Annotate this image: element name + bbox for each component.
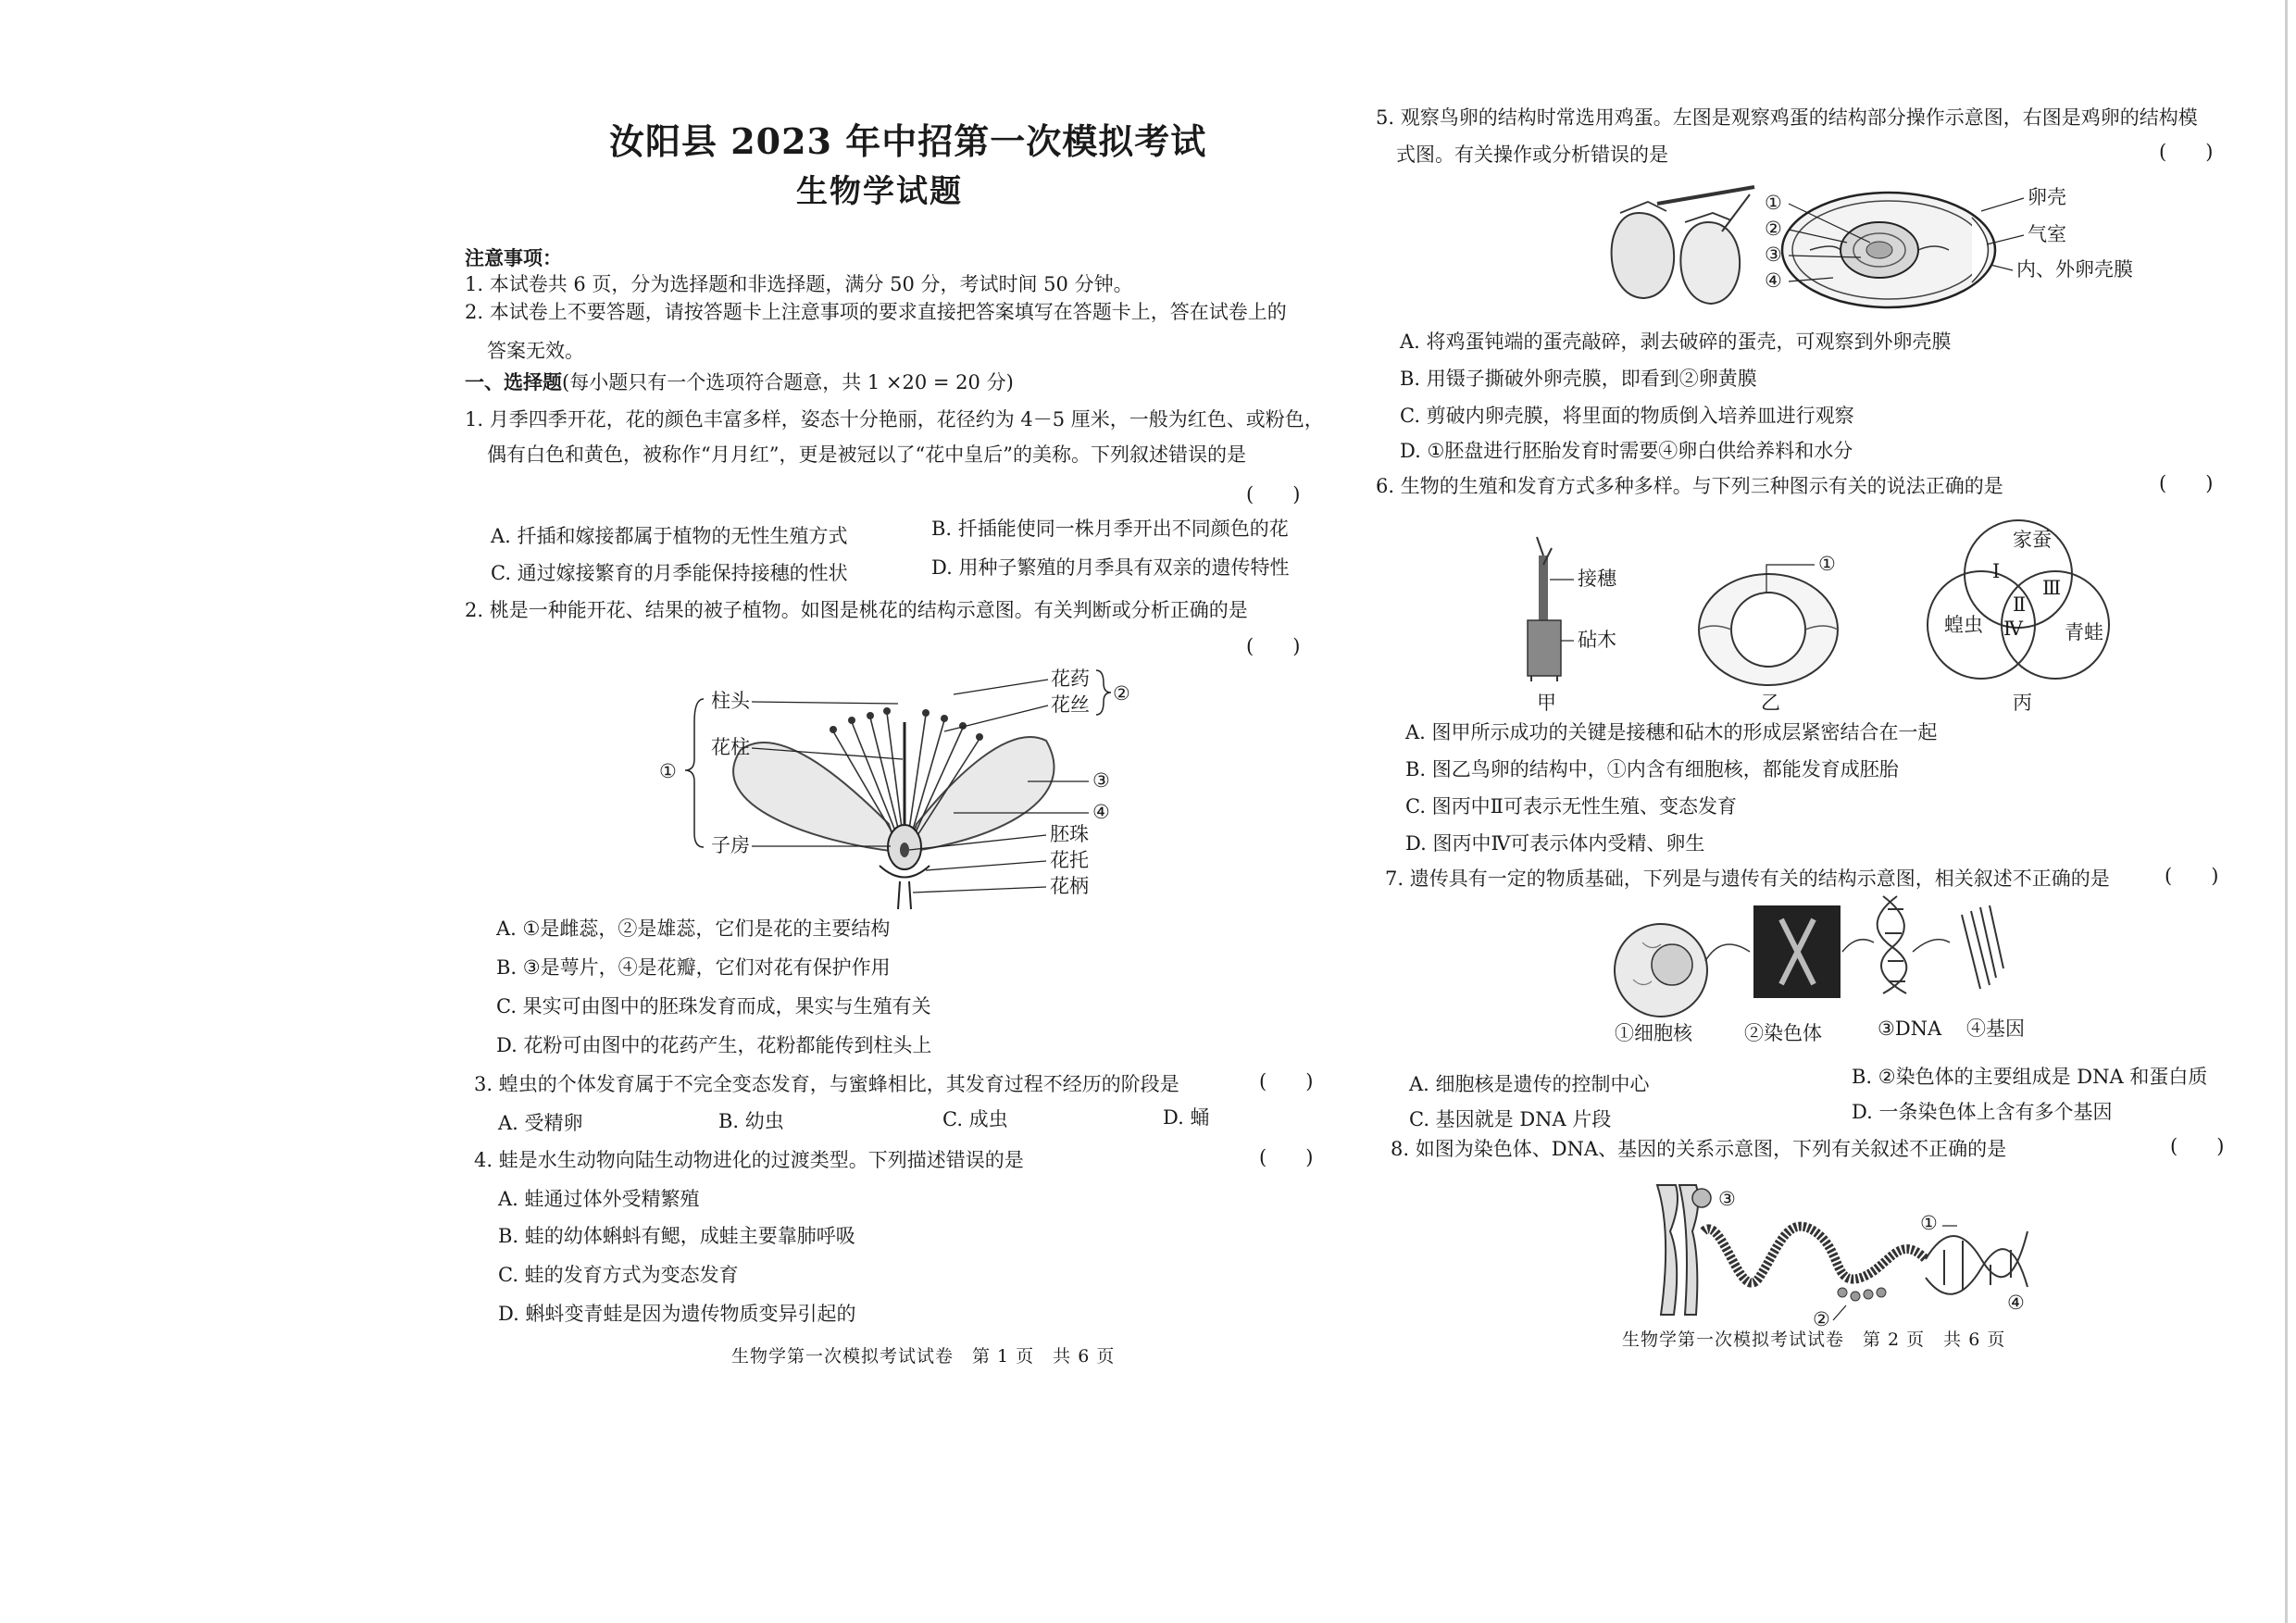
heredity-label-gene: ④基因	[1966, 1017, 2025, 1040]
q7-stem: 7. 遗传具有一定的物质基础，下列是与遗传有关的结构示意图，相关叙述不正确的是	[1385, 868, 2110, 890]
coiled-dna	[1703, 1227, 1926, 1283]
notice-item-1: 1. 本试卷共 6 页，分为选择题和非选择题，满分 50 分，考试时间 50 分钟。	[465, 273, 1133, 295]
q4-option-a: A. 蛙通过体外受精繁殖	[498, 1188, 700, 1210]
q4-answer-paren: ( )	[1259, 1146, 1314, 1168]
egg-label-4: ④	[1765, 269, 1782, 292]
q4-option-c: C. 蛙的发育方式为变态发育	[498, 1264, 739, 1286]
flower-petal-right	[907, 737, 1054, 852]
q2-option-c: C. 果实可由图中的胚珠发育而成，果实与生殖有关	[496, 995, 931, 1017]
grafting-figure	[1528, 537, 1617, 714]
graft-caption: 甲	[1537, 692, 1556, 714]
gene-figure	[1962, 905, 2003, 989]
q7-answer-paren: ( )	[2165, 865, 2219, 887]
q7-option-a: A. 细胞核是遗传的控制中心	[1409, 1073, 1650, 1095]
q5-option-a: A. 将鸡蛋钝端的蛋壳敲碎，剥去破碎的蛋壳，可观察到外卵壳膜	[1400, 331, 1952, 353]
egg-label-membrane: 内、外卵壳膜	[2016, 258, 2133, 281]
section-note: (每小题只有一个选项符合题意，共 1 ×20 = 20 分)	[562, 371, 1014, 393]
q4-stem: 4. 蛙是水生动物向陆生动物进化的过渡类型。下列描述错误的是	[474, 1149, 1024, 1171]
q6-stem: 6. 生物的生殖和发育方式多种多样。与下列三种图示有关的说法正确的是	[1376, 475, 2003, 497]
q3-option-b: B. 幼虫	[718, 1110, 784, 1132]
label-filament: 花丝	[1051, 693, 1090, 716]
q5-stem-line1: 5. 观察鸟卵的结构时常选用鸡蛋。左图是观察鸡蛋的结构部分操作示意图，右图是鸡卵的结构模	[1376, 106, 2198, 129]
q1-stem-line2: 偶有白色和黄色，被称作“月月红”，更是被冠以了“花中皇后”的美称。下列叙述错误的是	[487, 443, 1246, 466]
notice-item-2: 2. 本试卷上不要答题，请按答题卡上注意事项的要求直接把答案填写在答题卡上，答在试卷上的	[465, 301, 1287, 323]
dna-figure	[1878, 896, 1907, 993]
chromosome-dna-gene-diagram	[1648, 1176, 2046, 1333]
q6-option-a: A. 图甲所示成功的关键是接穗和砧木的形成层紧密结合在一起	[1405, 721, 1938, 743]
section-heading	[465, 370, 1014, 394]
egg-fig-label-1: ①	[1818, 553, 1836, 575]
q2-option-b: B. ③是萼片，④是花瓣，它们对花有保护作用	[496, 956, 891, 979]
q2-answer-paren: ( )	[1246, 635, 1301, 657]
flower-petal-left	[733, 743, 898, 852]
double-helix	[1926, 1231, 2028, 1294]
heredity-structures-diagram	[1615, 896, 2078, 1063]
label-receptacle: 花托	[1050, 849, 1089, 871]
label-circle-1: ①	[659, 760, 677, 782]
venn-caption: 丙	[2013, 692, 2032, 714]
q3-option-d: D. 蛹	[1163, 1106, 1210, 1129]
q5-option-b: B. 用镊子撕破外卵壳膜，即看到②卵黄膜	[1400, 368, 1757, 390]
chromosome-figure	[1753, 905, 1841, 998]
flower-stalk	[898, 881, 911, 909]
label-circle-3: ③	[1092, 769, 1110, 792]
egg-label-air-cell: 气室	[2028, 223, 2066, 245]
egg-label-2: ②	[1765, 218, 1782, 240]
peach-flower-diagram	[648, 667, 1167, 907]
label-stigma: 柱头	[711, 690, 750, 712]
histone-beads	[1838, 1288, 1886, 1301]
label-style: 花柱	[711, 736, 750, 758]
egg-left	[1612, 213, 1675, 298]
egg-figure	[1699, 553, 1838, 714]
q8-label-4: ④	[2007, 1292, 2025, 1314]
label-anther: 花药	[1051, 668, 1090, 690]
venn-region-4: Ⅳ	[2003, 618, 2023, 640]
q7-option-d: D. 一条染色体上含有多个基因	[1852, 1101, 2113, 1123]
label-circle-2: ②	[1113, 682, 1130, 705]
venn-region-1: Ⅰ	[1992, 560, 2001, 582]
q6-answer-paren: ( )	[2159, 472, 2214, 494]
venn-region-2: Ⅱ	[2013, 593, 2027, 616]
chromosome-x-figure	[1657, 1185, 1698, 1315]
section-title: 一、选择题	[465, 370, 562, 393]
exam-page-2	[1352, 0, 2296, 1623]
flower-ovule	[900, 843, 909, 857]
label-ovary: 子房	[711, 834, 750, 856]
egg-caption: 乙	[1761, 692, 1780, 714]
venn-label-locust: 蝗虫	[1944, 614, 1983, 636]
scan-page-edge	[2285, 0, 2288, 1623]
label-stalk: 花柄	[1050, 875, 1089, 897]
q2-option-d: D. 花粉可由图中的花药产生，花粉都能传到柱头上	[496, 1034, 932, 1056]
egg-label-1: ①	[1765, 192, 1782, 214]
reproduction-diagrams	[1518, 500, 2148, 713]
q8-label-2: ②	[1813, 1308, 1830, 1330]
notice-item-2-cont: 答案无效。	[487, 340, 584, 362]
q4-option-d: D. 蝌蚪变青蛙是因为遗传物质变异引起的	[498, 1303, 856, 1325]
q5-option-d: D. ①胚盘进行胚胎发育时需要④卵白供给养料和水分	[1400, 440, 1853, 462]
q5-option-c: C. 剪破内卵壳膜，将里面的物质倒入培养皿进行观察	[1400, 405, 1854, 427]
q1-answer-paren: ( )	[1246, 483, 1301, 506]
tweezers	[1657, 187, 1754, 204]
cell-nucleus-figure	[1615, 924, 1707, 1017]
venn-label-silkworm: 家蚕	[2013, 529, 2052, 551]
q5-answer-paren: ( )	[2159, 141, 2214, 163]
q4-option-b: B. 蛙的幼体蝌蚪有鳃，成蛙主要靠肺呼吸	[498, 1225, 855, 1247]
venn-region-3: Ⅲ	[2042, 577, 2062, 599]
heredity-label-dna: ③DNA	[1878, 1017, 1942, 1040]
q3-stem: 3. 蝗虫的个体发育属于不完全变态发育，与蜜蜂相比，其发育过程不经历的阶段是	[474, 1073, 1179, 1095]
graft-label-stock: 砧木	[1578, 629, 1616, 651]
footer-page-2: 生物学第一次模拟考试试卷 第 2 页 共 6 页	[1622, 1330, 2006, 1350]
venn-label-frog: 青蛙	[2065, 621, 2103, 643]
q6-option-c: C. 图丙中Ⅱ可表示无性生殖、变态发育	[1405, 795, 1737, 818]
egg-right	[1680, 222, 1740, 304]
notice-heading: 注意事项：	[465, 246, 562, 269]
q6-option-b: B. 图乙鸟卵的结构中，①内含有细胞核，都能发育成胚胎	[1405, 758, 1899, 780]
q5-stem-line2: 式图。有关操作或分析错误的是	[1396, 144, 1668, 166]
graft-label-scion: 接穗	[1578, 568, 1616, 590]
egg-label-shell: 卵壳	[2028, 186, 2066, 208]
q8-answer-paren: ( )	[2170, 1135, 2225, 1157]
q8-stem: 8. 如图为染色体、DNA、基因的关系示意图，下列有关叙述不正确的是	[1391, 1138, 2007, 1160]
heredity-label-chromosome: ②染色体	[1744, 1022, 1822, 1044]
q1-option-d: D. 用种子繁殖的月季具有双亲的遗传特性	[931, 556, 1290, 579]
exam-title: 汝阳县 2023 年中招第一次模拟考试	[609, 120, 1207, 162]
q3-option-c: C. 成虫	[942, 1108, 1008, 1130]
egg-label-3: ③	[1765, 243, 1782, 266]
q2-stem: 2. 桃是一种能开花、结果的被子植物。如图是桃花的结构示意图。有关判断或分析正确的是	[465, 599, 1248, 621]
label-ovule: 胚珠	[1050, 823, 1089, 845]
heredity-label-nucleus: ①细胞核	[1615, 1022, 1692, 1044]
footer-page-1: 生物学第一次模拟考试试卷 第 1 页 共 6 页	[731, 1346, 1116, 1367]
q6-option-d: D. 图丙中Ⅳ可表示体内受精、卵生	[1405, 832, 1705, 855]
q3-answer-paren: ( )	[1259, 1070, 1314, 1092]
q7-option-b: B. ②染色体的主要组成是 DNA 和蛋白质	[1852, 1066, 2208, 1088]
exam-subtitle: 生物学试题	[796, 173, 963, 210]
q1-option-a: A. 扦插和嫁接都属于植物的无性生殖方式	[491, 525, 848, 547]
q2-option-a: A. ①是雌蕊，②是雄蕊，它们是花的主要结构	[496, 918, 891, 940]
egg-structure-diagram	[1583, 176, 2133, 315]
q7-option-c: C. 基因就是 DNA 片段	[1409, 1108, 1612, 1130]
label-circle-4: ④	[1092, 801, 1110, 823]
q8-label-3: ③	[1718, 1188, 1736, 1210]
q1-stem-line1: 1. 月季四季开花，花的颜色丰富多样，姿态十分艳丽，花径约为 4－5 厘米，一般为红色、或粉色，	[465, 408, 1324, 431]
q1-option-b: B. 扦插能使同一株月季开出不同颜色的花	[931, 518, 1289, 540]
q1-option-c: C. 通过嫁接繁育的月季能保持接穗的性状	[491, 562, 848, 584]
q3-option-a: A. 受精卵	[498, 1112, 583, 1134]
q8-label-1: ①	[1920, 1212, 1938, 1234]
